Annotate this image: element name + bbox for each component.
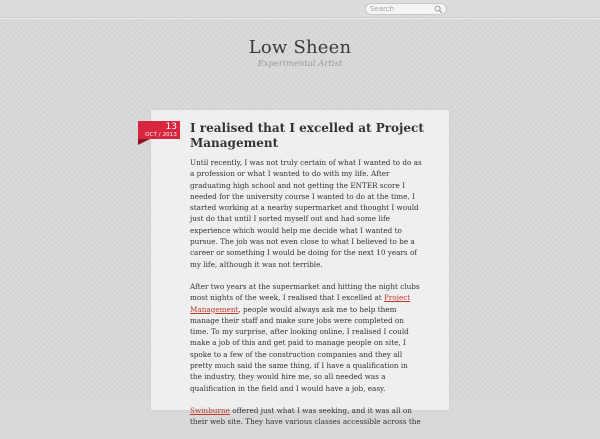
- swinburne-link[interactable]: Swinburne: [190, 405, 230, 415]
- date-month-year: OCT / 2013: [145, 132, 177, 138]
- paragraph-text: offered just what I was seeking, and it was all on their web site. They have various classes accessible across the: [190, 405, 421, 427]
- paragraph-text: After two years at the supermarket and hitting the night clubs most nights of the week, I realised that I excelled at: [190, 281, 420, 303]
- site-tagline: Experimental Artist: [257, 59, 343, 69]
- post-paragraph: [190, 281, 422, 394]
- top-bar: [0, 0, 600, 18]
- search-input[interactable]: [370, 4, 436, 14]
- post-paragraph: Until recently, I was not truly certain of what I wanted to do as a profession or what I wanted to do with my life. After graduating high school and not getting the ENTER score I needed for the university course I wanted to do at the time, I started working at a nearby supermarket and thought I would just do that until I sorted myself out and had some life experience which would help me decide what I wanted to pursue. The job was not even close to what I believed to be a career or something I would be doing for the next 10 years of my life, although it was not terrible.: [190, 158, 422, 269]
- date-badge: [138, 121, 180, 139]
- paragraph-text: , people would always ask me to help them manage their staff and make sure jobs were completed on time. To my surprise, after looking online, I realised I could make a job of this and get paid to manage people on site, I spoke to a few of the construction companies and they all pretty much said the same thing, if I have a qualification in the industry, they would hire me, so all needed was a qualification in the field and I would have a job, easy.: [190, 304, 409, 393]
- project-management-link[interactable]: Project Management: [190, 293, 411, 314]
- search-box[interactable]: [365, 3, 447, 15]
- date-day: 13: [165, 122, 177, 132]
- site-title[interactable]: Low Sheen: [248, 37, 352, 58]
- post-body: [190, 157, 422, 439]
- post-title[interactable]: I realised that I excelled at Project Management: [190, 121, 424, 150]
- search-icon[interactable]: [434, 5, 443, 14]
- post-paragraph: [190, 405, 422, 428]
